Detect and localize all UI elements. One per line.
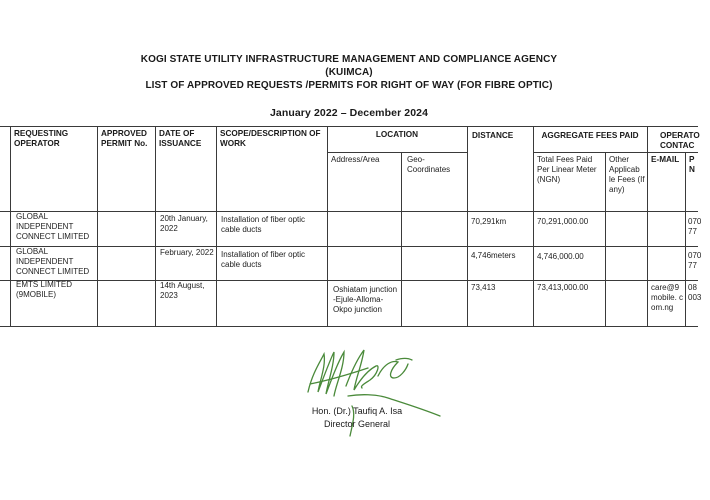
row1-total-fees: 70,291,000.00 <box>537 217 589 226</box>
signature-image <box>290 340 460 430</box>
row3-phone: 08 003 <box>688 283 702 302</box>
col-header-operator: REQUESTING OPERATOR <box>14 129 69 148</box>
signatory-title: Director General <box>323 419 391 429</box>
list-title: LIST OF APPROVED REQUESTS /PERMITS FOR RIGHT OF WAY (FOR FIBRE OPTIC) <box>145 80 553 91</box>
table-rule <box>533 126 534 326</box>
row2-total-fees: 4,746,000.00 <box>537 252 584 261</box>
row3-operator: EMTS LIMITED (9MOBILE) <box>16 280 73 299</box>
row2-distance: 4,746meters <box>471 251 516 260</box>
col-header-address: Address/Area <box>331 155 380 164</box>
col-header-location: LOCATION <box>375 130 419 139</box>
table-rule <box>97 126 98 326</box>
signature <box>290 340 460 430</box>
signatory-name: Hon. (Dr.) Taufiq A. Isa <box>311 406 403 416</box>
table-rule <box>0 246 698 247</box>
row3-date: 14th August, 2023 <box>160 281 205 300</box>
col-header-phone: P N <box>689 155 695 174</box>
row1-scope: Installation of fiber optic cable ducts <box>221 215 306 234</box>
table-rule <box>685 152 686 326</box>
table-rule <box>10 126 11 326</box>
row3-email: care@9 mobile. com.ng <box>651 283 684 312</box>
table-rule <box>605 152 606 326</box>
row3-address: Oshiatam junction -Ejule-Alloma-Okpo junction <box>333 285 398 314</box>
table-rule <box>0 126 698 127</box>
row3-distance: 73,413 <box>471 283 496 292</box>
row3-total-fees: 73,413,000.00 <box>537 283 589 292</box>
col-header-date: DATE OF ISSUANCE <box>159 129 202 148</box>
agency-acronym: (KUIMCA) <box>325 67 373 78</box>
row2-operator: GLOBAL INDEPENDENT CONNECT LIMITED <box>16 247 90 276</box>
row1-phone: 070 77 <box>688 217 702 236</box>
col-header-geo: Geo-Coordinates <box>407 155 451 174</box>
table-rule <box>0 280 698 281</box>
col-header-permit: APPROVED PERMIT No. <box>101 129 148 148</box>
agency-name: KOGI STATE UTILITY INFRASTRUCTURE MANAGEMENT AND COMPLIANCE AGENCY <box>140 54 558 65</box>
row1-date: 20th January, 2022 <box>160 214 208 233</box>
table-rule <box>155 126 156 326</box>
table-rule <box>0 211 698 212</box>
period-title: January 2022 – December 2024 <box>269 107 429 119</box>
col-header-contact: OPERATO CONTAC <box>660 131 700 150</box>
table-rule <box>533 152 698 153</box>
table-rule <box>327 126 328 326</box>
col-header-total-fees: Total Fees Paid Per Linear Meter (NGN) <box>537 155 597 184</box>
row2-phone: 070 77 <box>688 251 702 270</box>
col-header-distance: DISTANCE <box>472 131 514 140</box>
row1-operator: GLOBAL INDEPENDENT CONNECT LIMITED <box>16 212 90 241</box>
table-rule <box>647 126 648 326</box>
col-header-scope: SCOPE/DESCRIPTION OF WORK <box>220 129 321 148</box>
table-rule <box>467 126 468 326</box>
table-rule <box>327 152 467 153</box>
table-rule <box>401 152 402 326</box>
row1-distance: 70,291km <box>471 217 507 226</box>
table-rule <box>216 126 217 326</box>
col-header-other-fees: Other Applicab le Fees (If any) <box>609 155 645 194</box>
col-header-email: E-MAIL <box>651 155 680 164</box>
table-rule <box>0 326 698 327</box>
col-header-fees: AGGREGATE FEES PAID <box>541 131 639 140</box>
row2-date: February, 2022 <box>160 248 214 257</box>
row2-scope: Installation of fiber optic cable ducts <box>221 250 306 269</box>
